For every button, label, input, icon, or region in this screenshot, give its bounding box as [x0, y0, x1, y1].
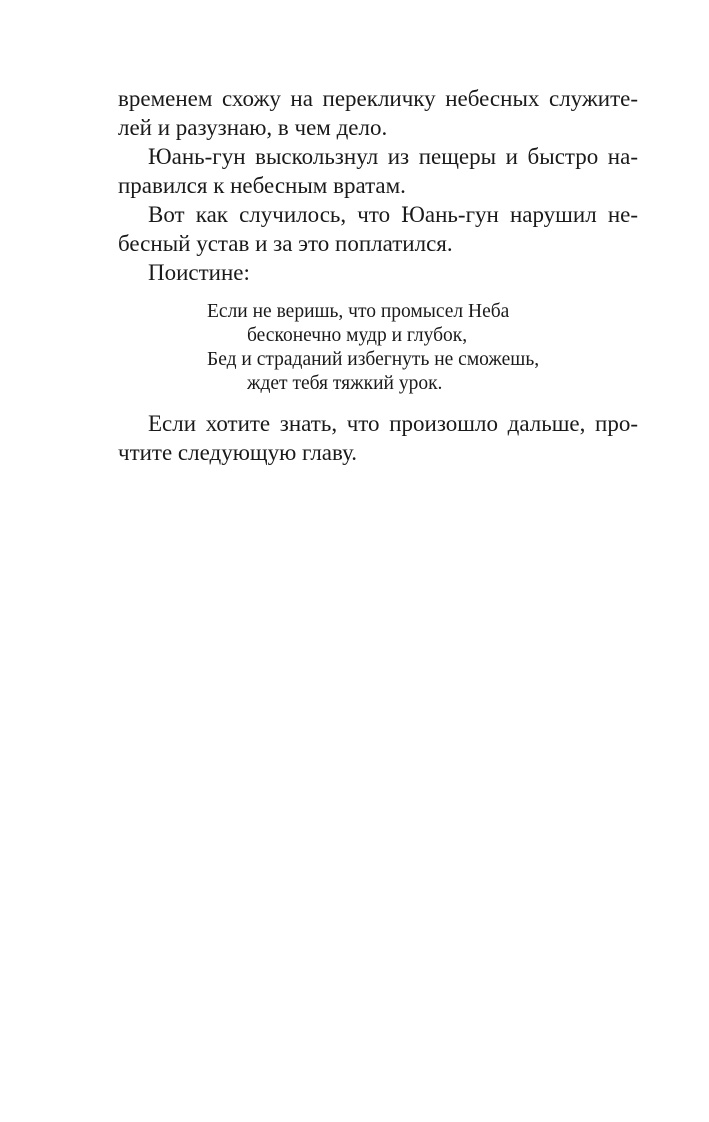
text-line: Юань-гун выскользнул из пещеры и быстро на- [148, 144, 638, 169]
poem-line: ждет тебя тяжкий урок. [247, 373, 443, 394]
text-line: правился к небесным вратам. [118, 173, 406, 198]
poem-line: бесконечно мудр и глубок, [247, 325, 468, 346]
paragraph [118, 142, 638, 200]
closing-paragraph [118, 409, 638, 467]
poem-line: Бед и страданий избегнуть не сможешь, [207, 349, 540, 370]
paragraph [118, 258, 638, 287]
text-line: Поистине: [148, 260, 250, 285]
paragraph [118, 84, 638, 142]
text-line: бесный устав и за это поплатился. [118, 231, 453, 256]
paragraph [118, 200, 638, 258]
page-text [118, 84, 638, 467]
poem-verse [118, 300, 638, 396]
text-line: временем схожу на перекличку небесных служите- [118, 86, 638, 111]
poem-line: Если не веришь, что промысел Неба [207, 301, 510, 322]
text-line: чтите следующую главу. [118, 440, 358, 465]
text-line: Если хотите знать, что произошло дальше, про- [148, 411, 638, 436]
text-line: Вот как случилось, что Юань-гун нарушил не- [148, 202, 638, 227]
text-line: лей и разузнаю, в чем дело. [118, 115, 388, 140]
